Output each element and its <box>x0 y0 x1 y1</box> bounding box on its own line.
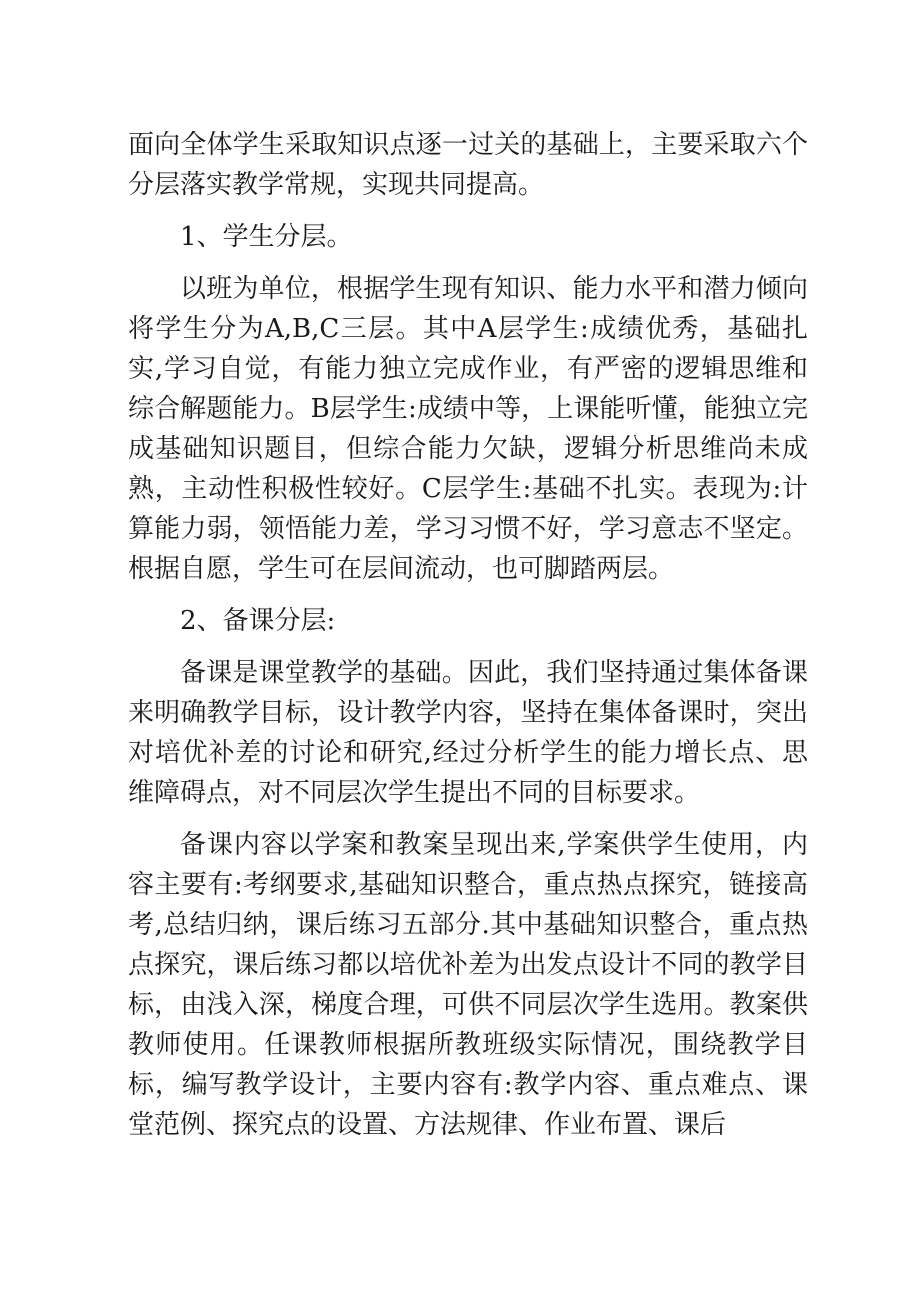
paragraph-prep-content: 备课内容以学案和教案呈现出来,学案供学生使用，内容主要有:考纲要求,基础知识整合，重点热点探究，链接高考,总结归纳，课后练习五部分.其中基础知识整合，重点热点探究，课后练习都以培优补差为出发点设计不同的教学目标，由浅入深，梯度合理，可供不同层次学生选用。教案供教师使用。任课教师根据所教班级实际情况，围绕教学目标，编写教学设计，主要内容有:教学内容、重点难点、课堂范例、探究点的设置、方法规律、作业布置、课后 <box>128 830 808 1140</box>
paragraph-student-layering: 以班为单位，根据学生现有知识、能力水平和潜力倾向将学生分为A,B,C三层。其中A层学生:成绩优秀，基础扎实,学习自觉，有能力独立完成作业，有严密的逻辑思维和综合解题能力。B层学生:成绩中等，上课能听懂，能独立完成基础知识题目，但综合能力欠缺，逻辑分析思维尚未成熟，主动性积极性较好。C层学生:基础不扎实。表现为:计算能力弱，领悟能力差，学习习惯不好，学习意志不坚定。根据自愿，学生可在层间流动，也可脚踏两层。 <box>128 274 808 584</box>
paragraph-lesson-prep: 备课是课堂教学的基础。因此，我们坚持通过集体备课来明确教学目标，设计教学内容，坚持在集体备课时，突出对培优补差的讨论和研究,经过分析学生的能力增长点、思维障碍点，对不同层次学生提出不同的目标要求。 <box>128 658 808 808</box>
paragraph-continuation: 面向全体学生采取知识点逐一过关的基础上，主要采取六个分层落实教学常规，实现共同提高。 <box>128 130 808 200</box>
heading-student-layering: 1、学生分层。 <box>180 222 353 252</box>
heading-lesson-prep-layering: 2、备课分层: <box>180 606 336 636</box>
document-body <box>128 125 808 1157</box>
